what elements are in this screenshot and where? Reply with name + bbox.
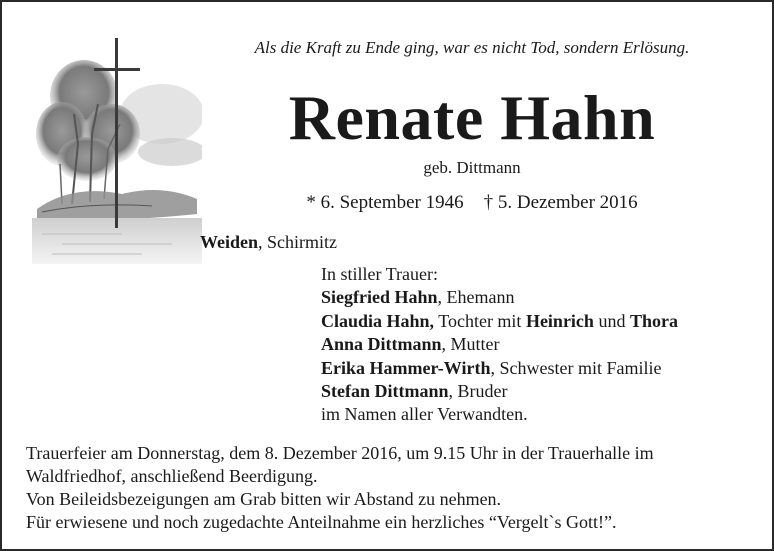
- residence-main: Weiden: [200, 232, 259, 252]
- mourner-name: Siegfried Hahn: [321, 287, 438, 308]
- residence: [200, 232, 337, 253]
- funeral-notice: [26, 442, 654, 534]
- mourning-intro: In stiller Trauer:: [321, 264, 438, 284]
- mourning-outro: im Namen aller Verwandten.: [321, 404, 528, 425]
- mourner-line: [321, 380, 678, 403]
- deceased-name: Renate Hahn: [288, 82, 656, 153]
- mourner-relation: , Schwester mit Familie: [490, 357, 662, 378]
- motto-text: Als die Kraft zu Ende ging, war es nicht Tod, sondern Erlösung.: [254, 38, 690, 57]
- mourner-line: [321, 286, 678, 309]
- mourner-name: Heinrich: [525, 310, 594, 331]
- mourner-name: Anna Dittmann: [321, 334, 442, 355]
- mourner-relation: , Mutter: [441, 334, 500, 355]
- mourner-relation: Tochter mit: [434, 310, 526, 331]
- mourner-name: Claudia Hahn,: [321, 310, 435, 331]
- mourner-relation: , Bruder: [448, 380, 508, 401]
- mourner-line: [321, 310, 678, 333]
- death-date: † 5. Dezember 2016: [483, 192, 638, 213]
- mourner-name: Stefan Dittmann: [321, 380, 449, 401]
- mourner-line: [321, 333, 678, 356]
- mourner-name: Thora: [629, 310, 678, 331]
- mourner-name: Erika Hammer-Wirth: [321, 357, 491, 378]
- funeral-line: Trauerfeier am Donnerstag, dem 8. Dezember 2016, um 9.15 Uhr in der Trauerhalle im: [26, 443, 654, 463]
- mourners-list: [321, 263, 678, 427]
- birth-name: geb. Dittmann: [423, 158, 521, 177]
- funeral-line: Waldfriedhof, anschließend Beerdigung.: [26, 466, 318, 486]
- life-dates: [234, 192, 710, 214]
- funeral-line: Für erwiesene und noch zugedachte Anteilnahme ein herzliches “Vergelt`s Gott!”.: [26, 512, 617, 532]
- mourner-relation: , Ehemann: [437, 287, 515, 308]
- birth-date: * 6. September 1946: [306, 192, 464, 213]
- cross-landscape-illustration: [32, 34, 202, 264]
- funeral-line: Von Beileidsbezeigungen am Grab bitten wir Abstand zu nehmen.: [26, 489, 502, 509]
- residence-rest: , Schirmitz: [258, 232, 338, 252]
- mourner-line: [321, 357, 678, 380]
- mourner-relation: und: [593, 310, 630, 331]
